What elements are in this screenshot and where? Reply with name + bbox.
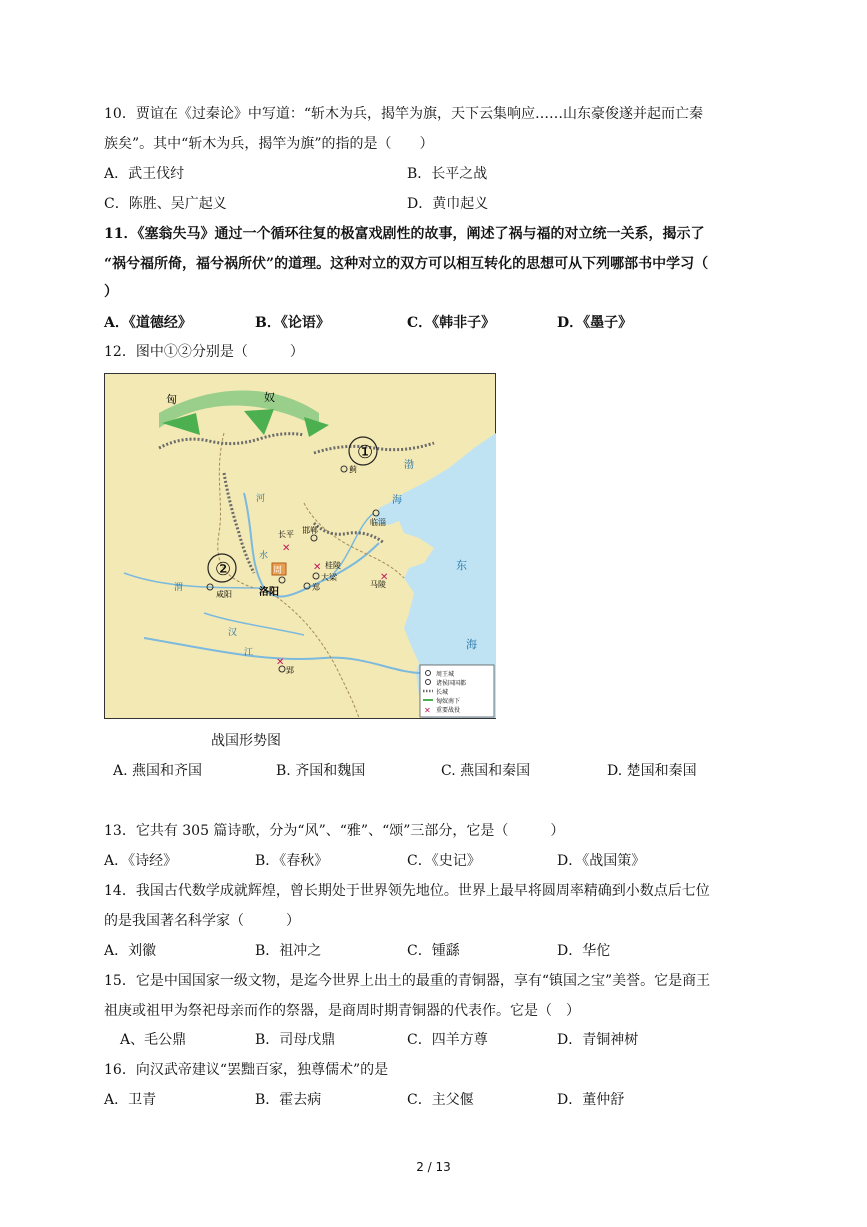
legend-item-2: 长城 <box>436 689 449 696</box>
map-caption: 战国形势图 <box>211 733 281 749</box>
q14-stem-line1: 14．我国古代数学成就辉煌，曾长期处于世界领先地位。世界上最早将圆周率精确到小数点后七位 <box>104 883 710 899</box>
page-number: 2 / 13 <box>416 1160 451 1174</box>
q12-stem: 12．图中①②分别是（ ） <box>104 344 304 360</box>
q11-option-b[interactable]: B．《论语》 <box>255 315 330 331</box>
label-bohai-1: 渤 <box>404 460 414 471</box>
q15-stem-line2: 祖庚或祖甲为祭祀母亲而作的祭器，是商周时期青铜器的代表作。它是（ ） <box>104 1003 580 1019</box>
label-dong: 东 <box>456 559 467 572</box>
q10-option-b[interactable]: B．长平之战 <box>407 166 488 182</box>
q10-option-c[interactable]: C．陈胜、吴广起义 <box>104 196 227 212</box>
q11-option-d[interactable]: D．《墨子》 <box>557 315 633 331</box>
label-guiling: 桂陵 <box>325 561 341 570</box>
marker-2: ② <box>215 559 232 580</box>
q11-stem-line3: ） <box>104 284 118 300</box>
label-zhou: 周 <box>273 566 283 576</box>
label-shui: 水 <box>259 551 269 561</box>
q13-stem: 13．它共有 305 篇诗歌，分为“风”、“雅”、“颂”三部分，它是（ ） <box>104 823 565 839</box>
q10-option-a[interactable]: A．武王伐纣 <box>104 166 185 182</box>
label-jiang: 江 <box>244 648 254 658</box>
q16-option-c[interactable]: C．主父偃 <box>407 1092 474 1108</box>
battle-ying-icon: ✕ <box>276 657 285 668</box>
battle-guiling-icon: ✕ <box>313 562 322 573</box>
label-ji: 蓟 <box>349 465 357 474</box>
label-zheng: 郑 <box>312 583 320 592</box>
legend-item-1: 诸侯国国都 <box>436 680 467 687</box>
q14-option-b[interactable]: B．祖冲之 <box>255 943 322 959</box>
q13-option-d[interactable]: D．《战国策》 <box>557 853 646 869</box>
legend-item-0: 周王城 <box>436 671 455 678</box>
q13-option-b[interactable]: B．《春秋》 <box>255 853 329 869</box>
q13-option-a[interactable]: A．《诗经》 <box>104 853 178 869</box>
q11-option-c[interactable]: C．《韩非子》 <box>407 315 496 331</box>
q16-option-b[interactable]: B．霍去病 <box>255 1092 322 1108</box>
q14-option-a[interactable]: A．刘徽 <box>104 943 157 959</box>
q15-option-c[interactable]: C．四羊方尊 <box>407 1032 488 1048</box>
q11-stem-line2: “祸兮福所倚，福兮祸所伏”的道理。这种对立的双方可以相互转化的思想可从下列哪部书中学习（ <box>104 256 709 272</box>
label-xianyang: 咸阳 <box>216 590 232 599</box>
q10-option-d[interactable]: D．黄巾起义 <box>407 196 489 212</box>
q15-stem-line1: 15．它是中国国家一级文物，是迄今世界上出土的最重的青铜器，享有“镇国之宝”美誉。它是商王 <box>104 973 711 989</box>
label-changping: 长平 <box>278 530 294 539</box>
q12-option-d[interactable]: D. 楚国和秦国 <box>607 763 697 779</box>
q10-stem-line2: 族矣”。其中“斩木为兵，揭竿为旗”的指的是（ ） <box>104 136 434 152</box>
q12-option-c[interactable]: C. 燕国和秦国 <box>441 763 531 779</box>
label-bohai-2: 海 <box>392 495 402 506</box>
legend-item-3: 匈奴南下 <box>436 698 461 705</box>
label-maling: 马陵 <box>370 580 386 589</box>
q12-option-b[interactable]: B. 齐国和魏国 <box>276 763 366 779</box>
legend-item-4: 重要战役 <box>436 707 461 714</box>
q10-stem-line1: 10．贾谊在《过秦论》中写道：“斩木为兵，揭竿为旗，天下云集响应……山东豪俊遂并起而亡秦 <box>104 106 703 122</box>
q15-option-d[interactable]: D．青铜神树 <box>557 1032 639 1048</box>
label-hai: 海 <box>466 638 477 651</box>
q16-stem: 16．向汉武帝建议“罢黜百家，独尊儒术”的是 <box>104 1062 389 1078</box>
label-han: 汉 <box>228 628 238 638</box>
label-he: 河 <box>256 494 266 504</box>
q14-option-d[interactable]: D．华佗 <box>557 943 611 959</box>
q14-option-c[interactable]: C．锺繇 <box>407 943 460 959</box>
battle-maling-icon: ✕ <box>380 572 389 583</box>
q14-stem-line2: 的是我国著名科学家（ ） <box>104 913 300 929</box>
battle-changping-icon: ✕ <box>282 543 291 554</box>
q15-option-a[interactable]: A、毛公鼎 <box>120 1032 187 1048</box>
label-ying: 郢 <box>286 666 294 675</box>
q16-option-d[interactable]: D．董仲舒 <box>557 1092 625 1108</box>
marker-1: ① <box>357 442 374 463</box>
q11-option-a[interactable]: A．《道德经》 <box>104 315 192 331</box>
label-wei: 渭 <box>174 583 184 593</box>
label-daliang: 大梁 <box>321 573 337 582</box>
label-handan: 邯郸 <box>302 526 318 535</box>
warring-states-map <box>104 373 496 719</box>
label-xiongnu-1: 匈 <box>166 393 177 406</box>
label-linzi: 临淄 <box>370 518 386 527</box>
q12-option-a[interactable]: A. 燕国和齐国 <box>113 763 203 779</box>
map-legend <box>420 665 494 717</box>
label-luoyang: 洛阳 <box>259 587 279 598</box>
q15-option-b[interactable]: B．司母戊鼎 <box>255 1032 336 1048</box>
q11-stem-line1: 11．《塞翁失马》通过一个循环往复的极富戏剧性的故事，阐述了祸与福的对立统一关系，揭示了 <box>104 226 705 242</box>
q16-option-a[interactable]: A．卫青 <box>104 1092 157 1108</box>
q13-option-c[interactable]: C．《史记》 <box>407 853 481 869</box>
legend-battle-icon: ✕ <box>424 706 431 715</box>
label-xiongnu-2: 奴 <box>264 391 275 404</box>
